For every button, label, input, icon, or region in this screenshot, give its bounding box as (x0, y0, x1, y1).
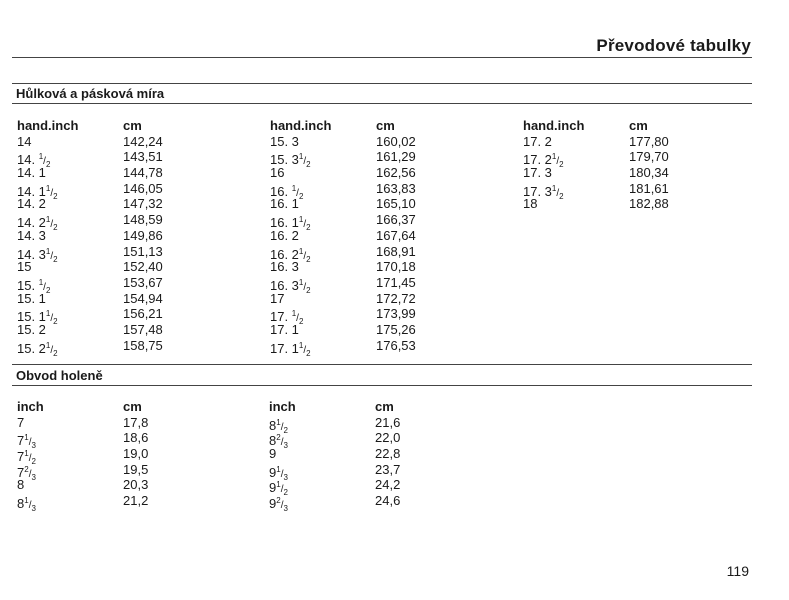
measure-cell: $7^1/_3$ (17, 433, 36, 451)
fraction: $^1/_2$ (45, 246, 58, 264)
table-row (17, 180, 213, 201)
measure-cell: $8^1/_2$ (269, 417, 288, 435)
cm-cell: 152,40 (123, 259, 163, 275)
section-1-column-2 (270, 118, 466, 358)
column-header (17, 399, 213, 415)
cm-cell: 19,5 (123, 461, 149, 477)
fraction: $^2/_3$ (24, 464, 36, 482)
measure-cell: 17. $3^1/_2$ (523, 183, 564, 201)
table-row (523, 149, 719, 170)
table-row (269, 414, 465, 435)
cm-cell: 179,70 (629, 149, 669, 165)
header-unit: inch (269, 399, 296, 414)
table-row (270, 243, 466, 264)
header-unit: hand.inch (523, 118, 585, 133)
measure-cell: 16. 2 (270, 227, 299, 243)
measure-cell: 15. 1 (17, 290, 46, 306)
section-1-column-1 (17, 118, 213, 358)
fraction: $^1/_2$ (291, 309, 304, 327)
table-row (17, 477, 213, 493)
fraction: $^1/_2$ (551, 183, 564, 201)
cm-cell: 151,13 (123, 243, 163, 259)
table-row (270, 180, 466, 201)
cm-cell: 143,51 (123, 149, 163, 165)
measure-cell: 8 (17, 477, 25, 493)
section-2-column-2 (269, 399, 465, 514)
fraction: $^2/_3$ (276, 433, 288, 451)
measure-cell: 16. $1^1/_2$ (270, 215, 311, 233)
fraction: $^1/_3$ (276, 464, 288, 482)
measure-cell: 17. $2^1/_2$ (523, 152, 564, 170)
measure-cell: 14. $2^1/_2$ (17, 215, 58, 233)
cm-cell: 171,45 (376, 274, 416, 290)
table-row (17, 274, 213, 295)
section-1-title: Hůlková a pásková míra (16, 86, 165, 101)
table-row (269, 430, 465, 451)
fraction: $^1/_3$ (24, 433, 36, 451)
cm-cell: 149,86 (123, 227, 163, 243)
cm-cell: 24,2 (375, 477, 401, 493)
header-cm: cm (629, 118, 648, 133)
cm-cell: 170,18 (376, 259, 416, 275)
table-row (17, 430, 213, 451)
header-cm: cm (123, 118, 142, 133)
header-unit: hand.inch (270, 118, 332, 133)
measure-cell: $8^2/_3$ (269, 433, 288, 451)
cm-cell: 177,80 (629, 133, 669, 149)
measure-cell: $7^1/_2$ (17, 449, 36, 467)
measure-cell: 15. 2 (17, 321, 46, 337)
table-row (270, 274, 466, 295)
table-row (523, 180, 719, 201)
measure-cell: 14. $^1/_2$ (17, 152, 51, 170)
table-row (270, 259, 466, 275)
cm-cell: 166,37 (376, 212, 416, 228)
cm-cell: 167,64 (376, 227, 416, 243)
cm-cell: 161,29 (376, 149, 416, 165)
cm-cell: 20,3 (123, 477, 149, 493)
table-row (17, 493, 213, 514)
section-2-top-rule (12, 364, 752, 365)
fraction: $^1/_2$ (45, 340, 58, 358)
table-row (523, 196, 719, 212)
table-row (270, 337, 466, 358)
cm-cell: 154,94 (123, 290, 163, 306)
fraction: $^1/_2$ (298, 246, 311, 264)
cm-cell: 165,10 (376, 196, 416, 212)
measure-cell: $7^2/_3$ (17, 464, 36, 482)
cm-cell: 162,56 (376, 165, 416, 181)
cm-cell: 158,75 (123, 337, 163, 353)
fraction: $^1/_2$ (298, 277, 311, 295)
table-row (523, 134, 719, 150)
table-row (17, 165, 213, 181)
measure-cell: 15. $2^1/_2$ (17, 340, 58, 358)
table-row (270, 196, 466, 212)
table-row (270, 149, 466, 170)
header-cm: cm (123, 399, 142, 414)
fraction: $^1/_2$ (298, 152, 311, 170)
column-header (270, 118, 466, 134)
header-cm: cm (376, 118, 395, 133)
section-1-column-3 (523, 118, 719, 212)
cm-cell: 19,0 (123, 446, 149, 462)
page-number: 119 (726, 563, 749, 579)
table-row (17, 306, 213, 327)
measure-cell: 17. 3 (523, 165, 552, 181)
cm-cell: 157,48 (123, 321, 163, 337)
fraction: $^1/_2$ (45, 183, 58, 201)
cm-cell: 22,0 (375, 430, 401, 446)
measure-cell: $8^1/_3$ (17, 496, 36, 514)
table-row (17, 259, 213, 275)
column-header (523, 118, 719, 134)
table-row (523, 165, 719, 181)
section-1-bottom-rule (12, 103, 752, 104)
column-header (17, 118, 213, 134)
measure-cell: 14. 1 (17, 165, 46, 181)
measure-cell: 7 (17, 414, 25, 430)
fraction: $^1/_2$ (38, 152, 51, 170)
measure-cell: $9^1/_2$ (269, 480, 288, 498)
table-row (17, 322, 213, 338)
measure-cell: 16. $2^1/_2$ (270, 246, 311, 264)
measure-cell: 15. $1^1/_2$ (17, 309, 58, 327)
cm-cell: 18,6 (123, 430, 149, 446)
table-row (17, 291, 213, 307)
cm-cell: 146,05 (123, 180, 163, 196)
cm-cell: 144,78 (123, 165, 163, 181)
section-2-bottom-rule (12, 385, 752, 386)
measure-cell: 16. 1 (270, 196, 299, 212)
fraction: $^1/_2$ (45, 215, 58, 233)
table-row (270, 212, 466, 233)
table-row (17, 196, 213, 212)
fraction: $^1/_2$ (291, 183, 304, 201)
table-row (17, 337, 213, 358)
header-cm: cm (375, 399, 394, 414)
cm-cell: 21,2 (123, 493, 149, 509)
measure-cell: 14. 3 (17, 227, 46, 243)
measure-cell: $9^2/_3$ (269, 496, 288, 514)
measure-cell: 15 (17, 259, 32, 275)
measure-cell: 16. 3 (270, 259, 299, 275)
cm-cell: 153,67 (123, 274, 163, 290)
table-row (17, 446, 213, 467)
page-title: Převodové tabulky (596, 36, 751, 55)
header-unit: inch (17, 399, 44, 414)
section-2-title: Obvod holeně (16, 368, 103, 383)
measure-cell: 15. $3^1/_2$ (270, 152, 311, 170)
measure-cell: 15. $^1/_2$ (17, 277, 51, 295)
fraction: $^1/_2$ (38, 277, 51, 295)
measure-cell: 14. $1^1/_2$ (17, 183, 58, 201)
table-row (270, 165, 466, 181)
table-row (17, 243, 213, 264)
measure-cell: 14. $3^1/_2$ (17, 246, 58, 264)
cm-cell: 172,72 (376, 290, 416, 306)
fraction: $^1/_2$ (45, 309, 58, 327)
fraction: $^2/_3$ (276, 496, 288, 514)
table-row (270, 291, 466, 307)
fraction: $^1/_2$ (276, 417, 288, 435)
measure-cell: $9^1/_3$ (269, 464, 288, 482)
measure-cell: 14 (17, 133, 32, 149)
cm-cell: 22,8 (375, 446, 401, 462)
table-row (270, 228, 466, 244)
table-row (17, 415, 213, 431)
measure-cell: 17. $^1/_2$ (270, 309, 304, 327)
measure-cell: 17. $1^1/_2$ (270, 340, 311, 358)
cm-cell: 173,99 (376, 306, 416, 322)
fraction: $^1/_2$ (24, 449, 36, 467)
cm-cell: 23,7 (375, 461, 401, 477)
cm-cell: 163,83 (376, 180, 416, 196)
header-rule (12, 57, 752, 58)
cm-cell: 181,61 (629, 180, 669, 196)
cm-cell: 182,88 (629, 196, 669, 212)
cm-cell: 180,34 (629, 165, 669, 181)
fraction: $^1/_2$ (276, 480, 288, 498)
cm-cell: 17,8 (123, 414, 149, 430)
cm-cell: 21,6 (375, 414, 401, 430)
section-1-top-rule (12, 83, 752, 84)
cm-cell: 147,32 (123, 196, 163, 212)
section-2-column-1 (17, 399, 213, 514)
table-row (270, 306, 466, 327)
table-row (17, 461, 213, 482)
fraction: $^1/_2$ (551, 152, 564, 170)
table-row (270, 322, 466, 338)
measure-cell: 16. $3^1/_2$ (270, 277, 311, 295)
table-row (17, 212, 213, 233)
cm-cell: 148,59 (123, 212, 163, 228)
table-row (17, 149, 213, 170)
measure-cell: 14. 2 (17, 196, 46, 212)
fraction: $^1/_2$ (298, 340, 311, 358)
measure-cell: 16. $^1/_2$ (270, 183, 304, 201)
measure-cell: 16 (270, 165, 285, 181)
table-row (17, 134, 213, 150)
cm-cell: 175,26 (376, 321, 416, 337)
cm-cell: 160,02 (376, 133, 416, 149)
header-unit: hand.inch (17, 118, 79, 133)
measure-cell: 17 (270, 290, 285, 306)
fraction: $^1/_2$ (298, 215, 311, 233)
table-row (269, 446, 465, 462)
cm-cell: 142,24 (123, 133, 163, 149)
table-row (17, 228, 213, 244)
measure-cell: 18 (523, 196, 538, 212)
table-row (270, 134, 466, 150)
cm-cell: 168,91 (376, 243, 416, 259)
measure-cell: 17. 2 (523, 133, 552, 149)
column-header (269, 399, 465, 415)
fraction: $^1/_3$ (24, 496, 36, 514)
measure-cell: 17. 1 (270, 321, 299, 337)
cm-cell: 156,21 (123, 306, 163, 322)
cm-cell: 24,6 (375, 493, 401, 509)
table-row (269, 461, 465, 482)
table-row (269, 493, 465, 514)
cm-cell: 176,53 (376, 337, 416, 353)
measure-cell: 15. 3 (270, 133, 299, 149)
measure-cell: 9 (269, 446, 277, 462)
table-row (269, 477, 465, 498)
